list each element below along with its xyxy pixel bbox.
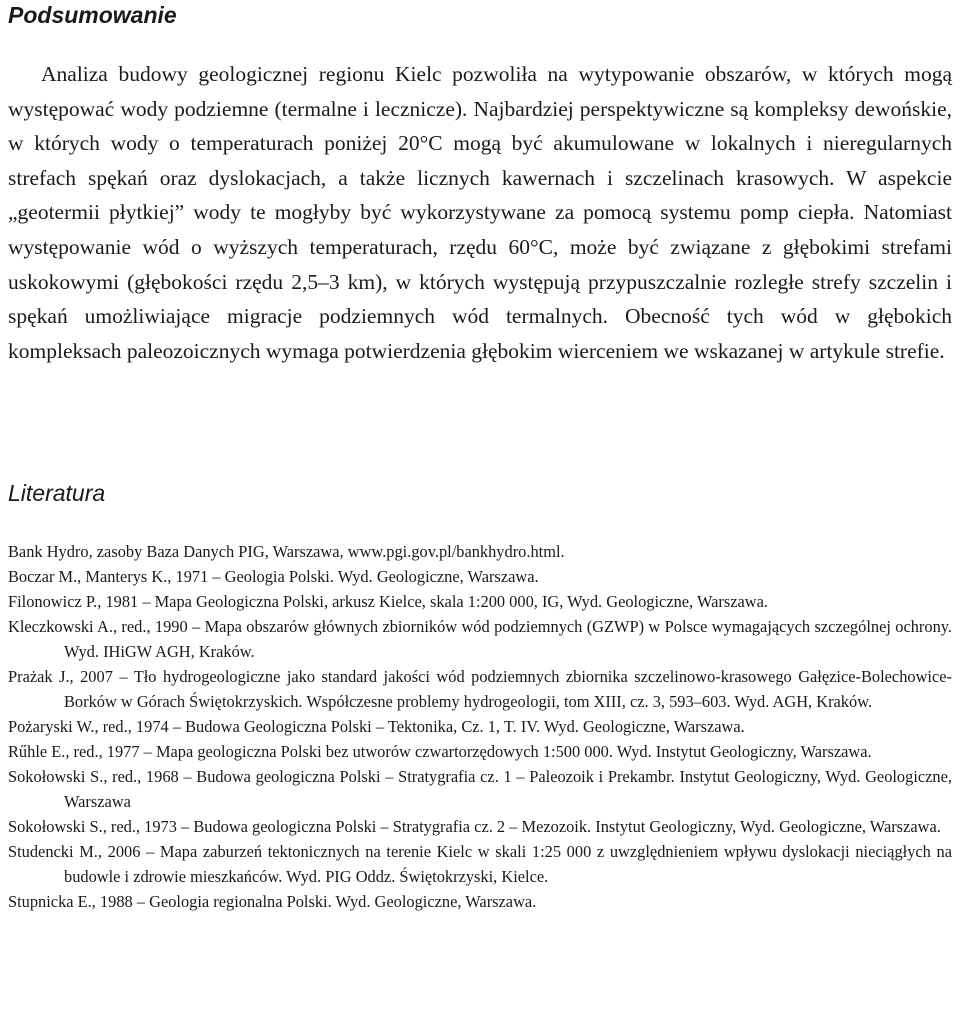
reference-item: Sokołowski S., red., 1973 – Budowa geologiczna Polski – Stratygrafia cz. 2 – Mezozoik. Instytut Geologiczny, Wyd. Geologiczne, Warszawa. (8, 817, 941, 836)
reference-list (8, 539, 952, 914)
literature-heading: Literatura (8, 480, 106, 506)
reference-item: Filonowicz P., 1981 – Mapa Geologiczna Polski, arkusz Kielce, skala 1:200 000, IG, Wyd. Geologiczne, Warszawa. (8, 592, 768, 611)
reference-item: Kleczkowski A., red., 1990 – Mapa obszarów głównych zbiorników wód podziemnych (GZWP) w Polsce wymagających szczególnej ochrony. Wyd. IHiGW AGH, Kraków. (8, 617, 952, 661)
reference-item: Boczar M., Manterys K., 1971 – Geologia Polski. Wyd. Geologiczne, Warszawa. (8, 567, 539, 586)
summary-paragraph: Analiza budowy geologicznej regionu Kielc pozwoliła na wytypowanie obszarów, w których mogą występować wody podziemne (termalne i lecznicze). Najbardziej perspektywiczne są kompleksy dewońskie, w których wody o temperaturach poniżej 20°C mogą być akumulowane w lokalnych i nieregularnych strefach spękań oraz dyslokacjach, a także licznych kawernach i szczelinach krasowych. W aspekcie „geotermii płytkiej” wody te mogłyby być wykorzystywane za pomocą systemu pomp ciepła. Natomiast występowanie wód o wyższych temperaturach, rzędu 60°C, może być związane z głębokimi strefami uskokowymi (głębokości rzędu 2,5–3 km), w których występują przypuszczalnie rozległe strefy szczelin i spękań umożliwiające migracje podziemnych wód termalnych. Obecność tych wód w głębokich kompleksach paleozoicznych wymaga potwierdzenia głębokim wierceniem we wskazanej w artykule strefie. (8, 62, 952, 363)
reference-item: Studencki M., 2006 – Mapa zaburzeń tektonicznych na terenie Kielc w skali 1:25 000 z uwzględnieniem wpływu dyslokacji nieciągłych na budowle i zdrowie mieszkańców. Wyd. PIG Oddz. Świętokrzyski, Kielce. (8, 842, 952, 886)
reference-item: Stupnicka E., 1988 – Geologia regionalna Polski. Wyd. Geologiczne, Warszawa. (8, 892, 537, 911)
reference-item: Sokołowski S., red., 1968 – Budowa geologiczna Polski – Stratygrafia cz. 1 – Paleozoik i Prekambr. Instytut Geologiczny, Wyd. Geologiczne, Warszawa (8, 767, 952, 811)
summary-heading: Podsumowanie (8, 2, 177, 28)
reference-item: Rűhle E., red., 1977 – Mapa geologiczna Polski bez utworów czwartorzędowych 1:500 000. Wyd. Instytut Geologiczny, Warszawa. (8, 742, 872, 761)
reference-item: Pożaryski W., red., 1974 – Budowa Geologiczna Polski – Tektonika, Cz. 1, T. IV. Wyd. Geologiczne, Warszawa. (8, 717, 745, 736)
reference-item: Prażak J., 2007 – Tło hydrogeologiczne jako standard jakości wód podziemnych zbiornika szczelinowo-krasowego Gałęzice-Bolechowice-Borków w Górach Świętokrzyskich. Współczesne problemy hydrogeologii, tom XIII, cz. 3, 593–603. Wyd. AGH, Kraków. (8, 667, 952, 711)
reference-item: Bank Hydro, zasoby Baza Danych PIG, Warszawa, www.pgi.gov.pl/bankhydro.html. (8, 542, 565, 561)
